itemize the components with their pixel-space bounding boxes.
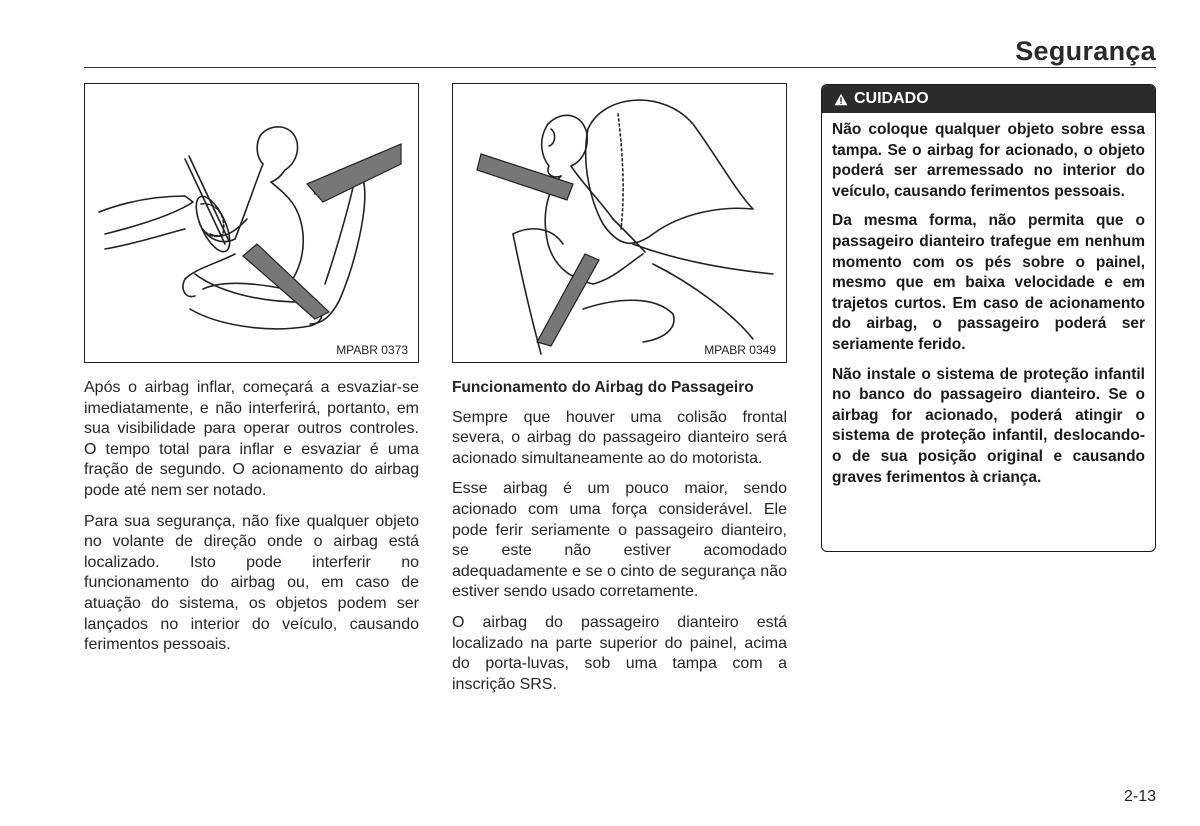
page-title: Segurança — [1015, 36, 1156, 66]
paragraph: Esse airbag é um pouco maior, sendo acionado com uma força considerável. Ele pode ferir seriamente o passageiro dianteiro, se este não estiver acomodado adequadamente e se o cinto de segurança não estiver sendo usado corretamente. — [452, 480, 787, 601]
caution-paragraph: Da mesma forma, não permita que o passageiro dianteiro trafegue em nenhum momento com os pés sobre o painel, mesmo que em baixa velocidade e em trajetos curtos. Em caso de acionamento do airbag, o passageiro poderá ser seriamente ferido. — [832, 212, 1145, 353]
figure-code: MPABR 0349 — [704, 343, 776, 357]
column-1-text — [84, 378, 419, 666]
figure-code: MPABR 0373 — [336, 343, 408, 357]
warning-triangle-icon — [834, 93, 848, 106]
passenger-airbag-inflated-illustration — [453, 84, 785, 361]
paragraph: Após o airbag inflar, começará a esvaziar-se imediatamente, e não interferirá, portanto, em sua visibilidade para operar outros controles. O tempo total para inflar e esvaziar é uma fração de segundo. O acionamento do airbag pode até nem ser notado. — [84, 379, 419, 499]
section-heading: Funcionamento do Airbag do Passageiro — [452, 379, 754, 396]
paragraph: O airbag do passageiro dianteiro está localizado na parte superior do painel, acima do porta-luvas, sob uma tampa com a inscrição SRS. — [452, 613, 787, 693]
paragraph: Sempre que houver uma colisão frontal severa, o airbag do passageiro dianteiro será acionado simultaneamente ao do motorista. — [452, 408, 787, 467]
paragraph: Para sua segurança, não fixe qualquer objeto no volante de direção onde o airbag está localizado. Isto pode interferir no funcionamento do airbag ou, em caso de atuação do sistema, os objetos podem ser lançados no interior do veículo, causando ferimentos pessoais. — [84, 512, 419, 654]
header-rule — [84, 67, 1156, 68]
caution-box — [821, 84, 1156, 552]
page-number: 2-13 — [1123, 788, 1156, 805]
figure-passenger-airbag — [452, 83, 787, 363]
caution-body — [822, 113, 1155, 488]
driver-airbag-deflating-illustration — [85, 84, 417, 361]
column-2-text — [452, 378, 787, 705]
caution-title: CUIDADO — [854, 90, 929, 107]
figure-driver-airbag — [84, 83, 419, 363]
caution-header — [822, 85, 1155, 113]
caution-paragraph: Não coloque qualquer objeto sobre essa tampa. Se o airbag for acionado, o objeto poderá ser arremessado no interior do veículo, causando ferimentos pessoais. — [832, 121, 1145, 200]
caution-paragraph: Não instale o sistema de proteção infantil no banco do passageiro dianteiro. Se o airbag for acionado, poderá atingir o sistema de proteção infantil, deslocando-o de sua posição original e causando graves ferimentos à criança. — [832, 365, 1145, 486]
